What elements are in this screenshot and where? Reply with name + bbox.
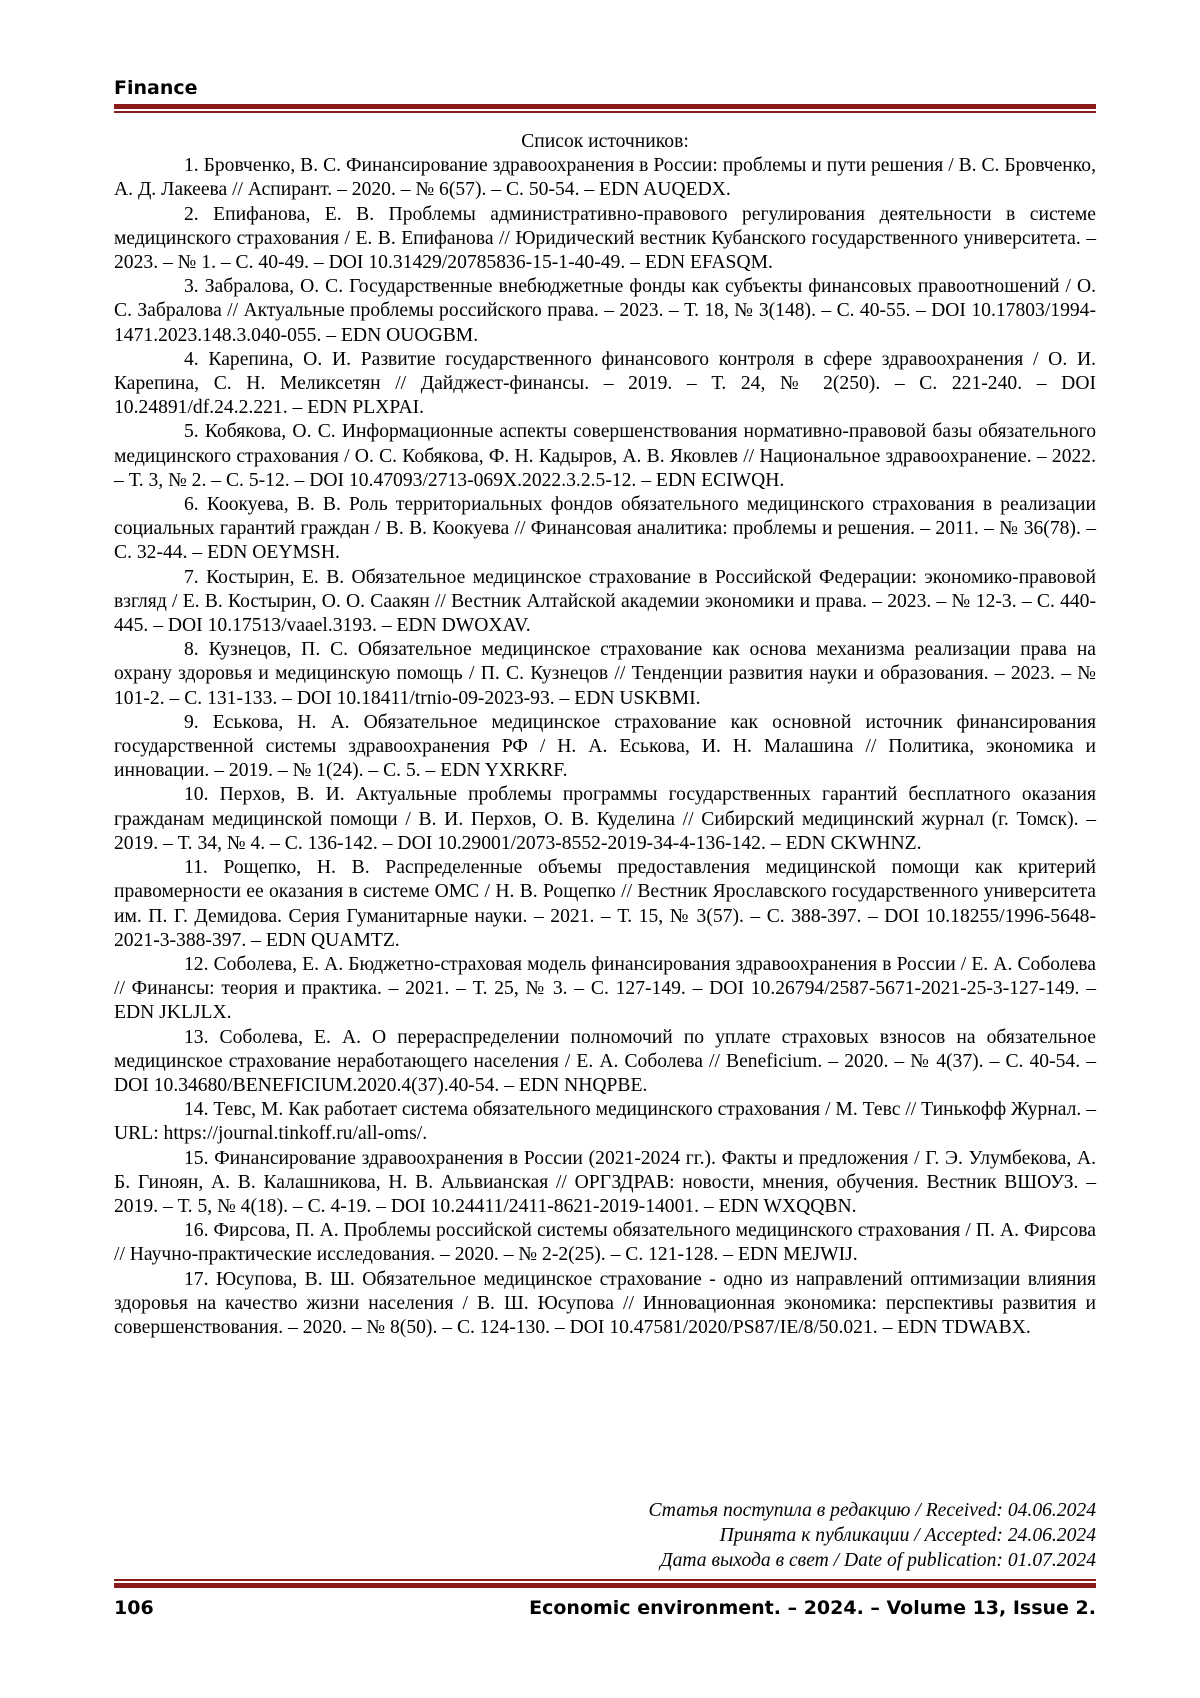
publication-date: Дата выхода в свет / Date of publication: 01.07.2024 xyxy=(660,1550,1096,1571)
footer-rule-thin xyxy=(114,1579,1096,1581)
reference-item: 14. Тевс, М. Как работает система обязательного медицинского страхования / М. Тевс // Тинькофф Журнал. – URL: https://journal.tinkoff.ru/all-oms/. xyxy=(114,1099,1096,1145)
reference-item: 17. Юсупова, В. Ш. Обязательное медицинское страхование - одно из направлений оптимизации влияния здоровья на качество жизни населения / В. Ш. Юсупова // Инновационная экономика: перспективы развития и совершенствования. – 2020. – № 8(50). – С. 124-130. – DOI 10.47581/2020/PS87/IE/8/50.021. – EDN TDWABX. xyxy=(114,1268,1096,1338)
reference-item: 15. Финансирование здравоохранения в России (2021-2024 гг.). Факты и предложения / Г. Э. Улумбекова, А. Б. Гиноян, А. В. Калашникова, Н. В. Альвианская // ОРГЗДРАВ: новости, мнения, обучения. Вестник ВШОУЗ. – 2019. – Т. 5, № 4(18). – С. 4-19. – DOI 10.24411/2411-8621-2019-14001. – EDN WXQQBN. xyxy=(114,1147,1096,1217)
reference-item: 1. Бровченко, В. С. Финансирование здравоохранения в России: проблемы и пути решения / В. С. Бровченко, А. Д. Лакеева // Аспирант. – 2020. – № 6(57). – С. 50-54. – EDN AUQEDX. xyxy=(114,155,1096,201)
reference-item: 10. Перхов, В. И. Актуальные проблемы программы государственных гарантий бесплатного оказания гражданам медицинской помощи / В. И. Перхов, О. В. Куделина // Сибирский медицинский журнал (г. Томск). – 2019. – Т. 34, № 4. – С. 136-142. – DOI 10.29001/2073-8552-2019-34-4-136-142. – EDN CKWHNZ. xyxy=(114,784,1096,854)
references-title: Список источников: xyxy=(521,131,689,152)
page-number: 106 xyxy=(114,1597,154,1619)
reference-item: 8. Кузнецов, П. С. Обязательное медицинское страхование как основа механизма реализации права на охрану здоровья и медицинскую помощь / П. С. Кузнецов // Тенденции развития науки и образования. – 2023. – № 101-2. – С. 131-133. – DOI 10.18411/trnio-09-2023-93. – EDN USKBMI. xyxy=(114,639,1096,709)
reference-item: 9. Еськова, Н. А. Обязательное медицинское страхование как основной источник финансирования государственной системы здравоохранения РФ / Н. А. Еськова, И. Н. Малашина // Политика, экономика и инновации. – 2019. – № 1(24). – С. 5. – EDN YXRKRF. xyxy=(114,711,1096,782)
reference-item: 6. Коокуева, В. В. Роль территориальных фондов обязательного медицинского страхования в реализации социальных гарантий граждан / В. В. Коокуева // Финансовая аналитика: проблемы и решения. – 2011. – № 36(78). – С. 32-44. – EDN OEYMSH. xyxy=(114,494,1096,564)
received-date: Статья поступила в редакцию / Received: 04.06.2024 xyxy=(648,1500,1096,1521)
reference-item: 5. Кобякова, О. С. Информационные аспекты совершенствования нормативно-правовой базы обязательного медицинского страхования / О. С. Кобякова, Ф. Н. Кадыров, А. В. Яковлев // Национальное здравоохранение. – 2022. – Т. 3, № 2. – С. 5-12. – DOI 10.47093/2713-069X.2022.3.2.5-12. – EDN ECIWQH. xyxy=(114,421,1096,491)
references-section xyxy=(114,130,1096,1340)
reference-item: 3. Забралова, О. С. Государственные внебюджетные фонды как субъекты финансовых правоотношений / О. С. Забралова // Актуальные проблемы российского права. – 2023. – Т. 18, № 3(148). – С. 40-55. – DOI 10.17803/1994-1471.2023.148.3.040-055. – EDN OUOGBM. xyxy=(114,276,1096,346)
reference-item: 13. Соболева, Е. А. О перераспределении полномочий по уплате страховых взносов на обязательное медицинское страхование неработающего населения / Е. А. Соболева // Beneficium. – 2020. – № 4(37). – С. 40-54. – DOI 10.34680/BENEFICIUM.2020.4(37).40-54. – EDN NHQPBE. xyxy=(114,1026,1096,1096)
section-header: Finance xyxy=(114,77,198,99)
reference-item: 11. Рощепко, Н. В. Распределенные объемы предоставления медицинской помощи как критерий правомерности ее оказания в системе ОМС / Н. В. Рощепко // Вестник Ярославского государственного университета им. П. Г. Демидова. Серия Гуманитарные науки. – 2021. – Т. 15, № 3(57). – С. 388-397. – DOI 10.18255/1996-5648-2021-3-388-397. – EDN QUAMTZ. xyxy=(114,857,1096,951)
article-dates xyxy=(648,1498,1096,1573)
reference-item: 7. Костырин, Е. В. Обязательное медицинское страхование в Российской Федерации: экономико-правовой взгляд / Е. В. Костырин, О. О. Саакян // Вестник Алтайской академии экономики и права. – 2023. – № 12-3. – С. 440-445. – DOI 10.17513/vaael.3193. – EDN DWOXAV. xyxy=(114,566,1096,637)
header-rule-thin xyxy=(114,111,1096,113)
accepted-date: Принята к публикации / Accepted: 24.06.2024 xyxy=(719,1525,1096,1546)
reference-item: 2. Епифанова, Е. В. Проблемы административно-правового регулирования деятельности в системе медицинского страхования / Е. В. Епифанова // Юридический вестник Кубанского государственного университета. – 2023. – № 1. – С. 40-49. – DOI 10.31429/20785836-15-1-40-49. – EDN EFASQM. xyxy=(114,203,1096,274)
journal-citation: Economic environment. – 2024. – Volume 13, Issue 2. xyxy=(529,1597,1096,1619)
reference-item: 4. Карепина, О. И. Развитие государственного финансового контроля в сфере здравоохранения / О. И. Карепина, С. Н. Меликсетян // Дайджест-финансы. – 2019. – Т. 24, № 2(250). – С. 221-240. – DOI 10.24891/df.24.2.221. – EDN PLXPAI. xyxy=(114,348,1096,419)
footer-rule-thick xyxy=(114,1583,1096,1588)
header-rule-thick xyxy=(114,104,1096,109)
reference-item: 12. Соболева, Е. А. Бюджетно-страховая модель финансирования здравоохранения в России / Е. А. Соболева // Финансы: теория и практика. – 2021. – Т. 25, № 3. – С. 127-149. – DOI 10.26794/2587-5671-2021-25-3-127-149. – EDN JKLJLX. xyxy=(114,953,1096,1024)
reference-item: 16. Фирсова, П. А. Проблемы российской системы обязательного медицинского страхования / П. А. Фирсова // Научно-практические исследования. – 2020. – № 2-2(25). – С. 121-128. – EDN MEJWIJ. xyxy=(114,1220,1096,1266)
